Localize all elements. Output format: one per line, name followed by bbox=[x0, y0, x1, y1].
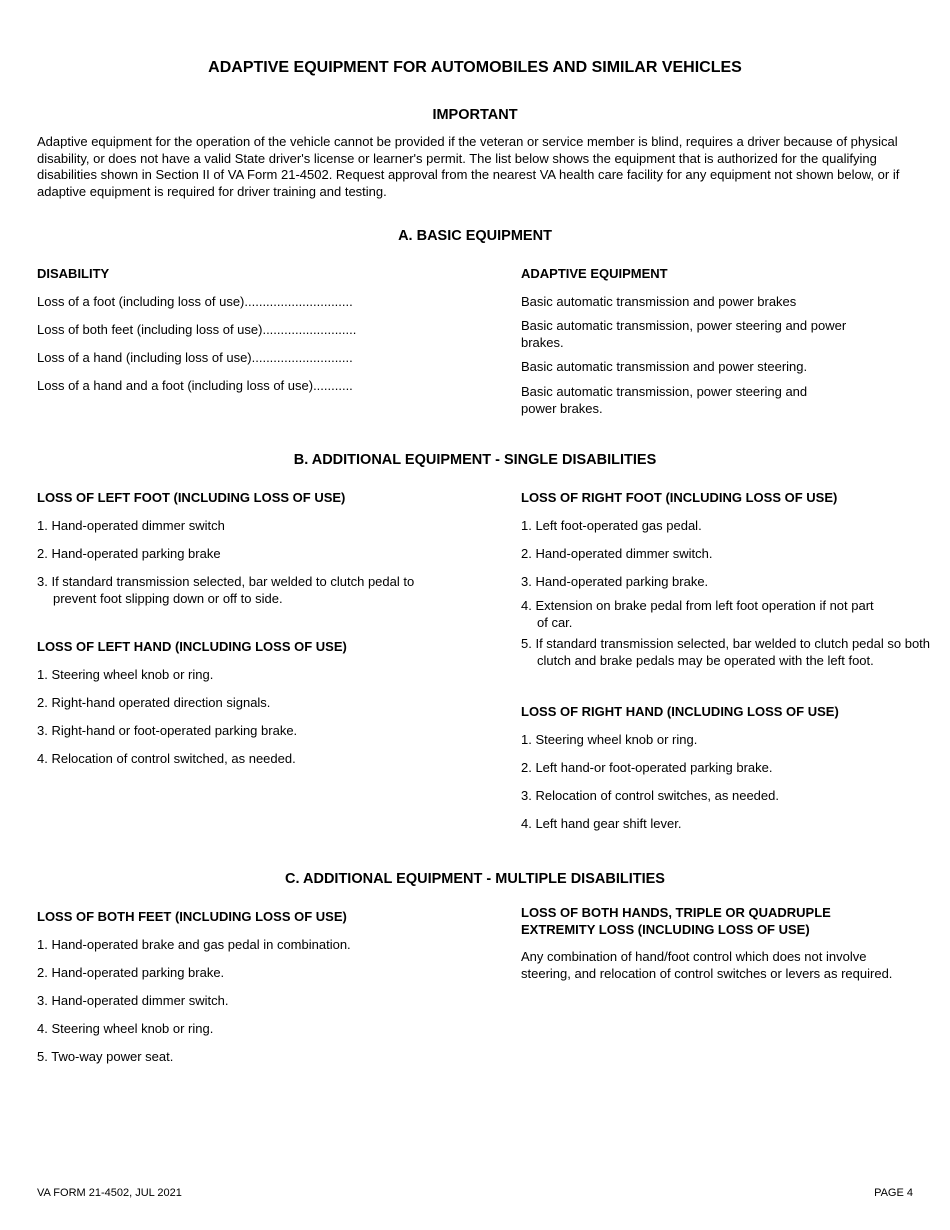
equipment-row-3: Basic automatic transmission and power steering. bbox=[521, 359, 808, 374]
form-number: VA FORM 21-4502, JUL 2021 bbox=[37, 1187, 182, 1199]
right-foot-item-2: 2. Hand-operated dimmer switch. bbox=[521, 546, 713, 561]
right-hand-heading: LOSS OF RIGHT HAND (INCLUDING LOSS OF USE) bbox=[521, 704, 839, 719]
left-foot-item-2: 2. Hand-operated parking brake bbox=[37, 546, 221, 561]
both-hands-heading: LOSS OF BOTH HANDS, TRIPLE OR QUADRUPLE EXTREMITY LOSS (INCLUDING LOSS OF USE) bbox=[521, 905, 831, 937]
both-feet-item-4: 4. Steering wheel knob or ring. bbox=[37, 1021, 214, 1036]
left-hand-heading: LOSS OF LEFT HAND (INCLUDING LOSS OF USE) bbox=[37, 639, 347, 654]
section-a-heading: A. BASIC EQUIPMENT bbox=[398, 228, 552, 244]
left-hand-item-4: 4. Relocation of control switched, as needed. bbox=[37, 751, 296, 766]
left-foot-heading: LOSS OF LEFT FOOT (INCLUDING LOSS OF USE) bbox=[37, 490, 346, 505]
both-feet-item-2: 2. Hand-operated parking brake. bbox=[37, 965, 225, 980]
right-foot-heading: LOSS OF RIGHT FOOT (INCLUDING LOSS OF USE) bbox=[521, 490, 838, 505]
right-hand-item-4: 4. Left hand gear shift lever. bbox=[521, 816, 682, 831]
important-heading: IMPORTANT bbox=[432, 107, 518, 123]
both-feet-item-5: 5. Two-way power seat. bbox=[37, 1049, 174, 1064]
left-foot-item-3: 3. If standard transmission selected, bar welded to clutch pedal to prevent foot slipping down or off to side. bbox=[37, 574, 415, 606]
page-title: ADAPTIVE EQUIPMENT FOR AUTOMOBILES AND SIMILAR VEHICLES bbox=[208, 59, 742, 76]
both-feet-item-3: 3. Hand-operated dimmer switch. bbox=[37, 993, 229, 1008]
disability-row-3: Loss of a hand (including loss of use)............................ bbox=[37, 350, 353, 365]
right-hand-item-2: 2. Left hand-or foot-operated parking brake. bbox=[521, 760, 773, 775]
right-hand-item-1: 1. Steering wheel knob or ring. bbox=[521, 732, 698, 747]
equipment-row-2: Basic automatic transmission, power steering and power brakes. bbox=[521, 318, 847, 350]
both-feet-item-1: 1. Hand-operated brake and gas pedal in combination. bbox=[37, 937, 351, 952]
equipment-column-header: ADAPTIVE EQUIPMENT bbox=[521, 266, 668, 281]
right-foot-item-3: 3. Hand-operated parking brake. bbox=[521, 574, 709, 589]
left-hand-item-3: 3. Right-hand or foot-operated parking brake. bbox=[37, 723, 298, 738]
equipment-row-1: Basic automatic transmission and power brakes bbox=[521, 294, 797, 309]
right-foot-item-1: 1. Left foot-operated gas pedal. bbox=[521, 518, 702, 533]
section-c-heading: C. ADDITIONAL EQUIPMENT - MULTIPLE DISABILITIES bbox=[285, 871, 665, 887]
disability-row-1: Loss of a foot (including loss of use).............................. bbox=[37, 294, 353, 309]
right-foot-item-5: 5. If standard transmission selected, bar welded to clutch pedal so both clutch and brake pedals may be operated with the left foot. bbox=[521, 636, 931, 668]
both-feet-heading: LOSS OF BOTH FEET (INCLUDING LOSS OF USE) bbox=[37, 909, 347, 924]
section-b-heading: B. ADDITIONAL EQUIPMENT - SINGLE DISABILITIES bbox=[293, 452, 657, 468]
both-hands-text: Any combination of hand/foot control which does not involve steering, and relocation of control switches or levers as required. bbox=[521, 949, 893, 981]
disability-row-2: Loss of both feet (including loss of use).......................... bbox=[37, 322, 357, 337]
left-hand-item-1: 1. Steering wheel knob or ring. bbox=[37, 667, 214, 682]
right-hand-item-3: 3. Relocation of control switches, as needed. bbox=[521, 788, 779, 803]
right-foot-item-4: 4. Extension on brake pedal from left foot operation if not part of car. bbox=[521, 598, 874, 630]
important-text: Adaptive equipment for the operation of the vehicle cannot be provided if the veteran or service member is blind, requires a driver because of physical disability, or does not have a valid State driver's license or learner's permit. The list below shows the equipment that is authorized for the qualifying disabilities shown in Section II of VA Form 21-4502. Request approval from the nearest VA health care facility for any equipment not shown below, or if adaptive equipment is required for driver training and testing. bbox=[37, 134, 900, 199]
equipment-row-4: Basic automatic transmission, power steering and power brakes. bbox=[521, 384, 808, 416]
left-foot-item-1: 1. Hand-operated dimmer switch bbox=[37, 518, 225, 533]
disability-column-header: DISABILITY bbox=[37, 266, 110, 281]
left-hand-item-2: 2. Right-hand operated direction signals. bbox=[37, 695, 271, 710]
disability-row-4: Loss of a hand and a foot (including loss of use)........... bbox=[37, 378, 353, 393]
page-number: PAGE 4 bbox=[874, 1187, 913, 1199]
